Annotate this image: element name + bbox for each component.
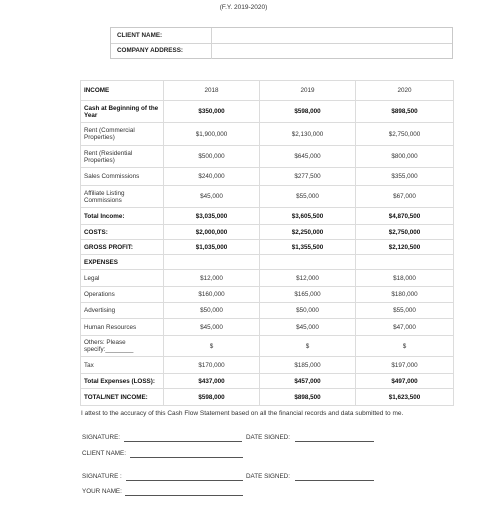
row-value: $2,250,000 [260, 225, 356, 240]
row-value: $1,035,000 [164, 240, 260, 255]
row-value: $12,000 [164, 270, 260, 287]
year-header: 2019 [260, 81, 356, 101]
client-name-row [111, 28, 452, 44]
row-value: $2,750,000 [356, 225, 454, 240]
row-label: Affiliate Listing Commissions [81, 186, 164, 208]
row-value: $898,500 [260, 389, 356, 406]
date-signed-label: DATE SIGNED: [246, 434, 290, 441]
year-header: 2020 [356, 81, 454, 101]
table-row [81, 357, 454, 374]
cash-flow-table [80, 80, 454, 406]
row-label: TOTAL/NET INCOME: [81, 389, 164, 406]
table-row [81, 146, 454, 168]
row-label: Cash at Beginning of the Year [81, 101, 164, 123]
row-label: COSTS: [81, 225, 164, 240]
table-row [81, 255, 454, 270]
row-value: $45,000 [260, 319, 356, 336]
row-value: $497,000 [356, 374, 454, 389]
company-address-field[interactable] [211, 43, 452, 59]
year-header: 2018 [164, 81, 260, 101]
row-value: $277,500 [260, 168, 356, 186]
table-row [81, 270, 454, 287]
row-value: $3,605,500 [260, 208, 356, 225]
row-value: $898,500 [356, 101, 454, 123]
table-row [81, 319, 454, 336]
row-value: $47,000 [356, 319, 454, 336]
table-row [81, 336, 454, 357]
row-value: $67,000 [356, 186, 454, 208]
row-value: $55,000 [260, 186, 356, 208]
row-label: Human Resources [81, 319, 164, 336]
row-value: $185,000 [260, 357, 356, 374]
row-value: $50,000 [260, 303, 356, 319]
table-row [81, 389, 454, 406]
row-label: Total Expenses (LOSS): [81, 374, 164, 389]
attestation-text: I attest to the accuracy of this Cash Flow Statement based on all the financial records and data submitted to me. [81, 410, 404, 417]
row-value: $437,000 [164, 374, 260, 389]
your-name-line[interactable] [125, 495, 243, 496]
fiscal-year-label: (F.Y. 2019-2020) [219, 4, 268, 11]
date-signed-label: DATE SIGNED: [246, 473, 290, 480]
row-value: $645,000 [260, 146, 356, 168]
row-value: $350,000 [164, 101, 260, 123]
row-label: Tax [81, 357, 164, 374]
row-value: $598,000 [260, 101, 356, 123]
row-value: $240,000 [164, 168, 260, 186]
client-name-label: CLIENT NAME: [117, 32, 163, 39]
row-label: GROSS PROFIT: [81, 240, 164, 255]
table-row [81, 186, 454, 208]
row-value: $2,000,000 [164, 225, 260, 240]
table-row [81, 123, 454, 146]
your-name-label: YOUR NAME: [82, 488, 122, 495]
table-row [81, 225, 454, 240]
signature-line[interactable] [124, 441, 242, 442]
income-header: INCOME [81, 81, 164, 101]
date-signed-line[interactable] [295, 480, 374, 481]
table-row [81, 208, 454, 225]
row-value: $170,000 [164, 357, 260, 374]
row-value: $160,000 [164, 287, 260, 303]
row-value: $165,000 [260, 287, 356, 303]
client-name-line[interactable] [130, 457, 243, 458]
row-value: $197,000 [356, 357, 454, 374]
table-row [81, 287, 454, 303]
signature-label: SIGNATURE: [82, 434, 121, 441]
signature-label: SIGNATURE : [82, 473, 122, 480]
row-value: $55,000 [356, 303, 454, 319]
signature-line[interactable] [126, 480, 243, 481]
client-info-box [110, 27, 453, 59]
table-row [81, 374, 454, 389]
row-value: $800,000 [356, 146, 454, 168]
row-label: Advertising [81, 303, 164, 319]
row-value: $1,623,500 [356, 389, 454, 406]
row-value: $18,000 [356, 270, 454, 287]
table-row [81, 101, 454, 123]
row-value: $2,120,500 [356, 240, 454, 255]
row-value: $50,000 [164, 303, 260, 319]
row-value: $ [164, 336, 260, 357]
row-value: $2,750,000 [356, 123, 454, 146]
row-value: $355,000 [356, 168, 454, 186]
table-header-row [81, 81, 454, 101]
row-value: $180,000 [356, 287, 454, 303]
row-value: $45,000 [164, 186, 260, 208]
table-row [81, 240, 454, 255]
row-label: EXPENSES [81, 255, 164, 270]
row-value: $1,355,500 [260, 240, 356, 255]
row-label: Operations [81, 287, 164, 303]
row-label: Total Income: [81, 208, 164, 225]
row-value [164, 255, 260, 270]
row-value [260, 255, 356, 270]
row-value: $45,000 [164, 319, 260, 336]
row-label: Rent (Residential Properties) [81, 146, 164, 168]
client-name-field[interactable] [211, 28, 452, 43]
row-value: $3,035,000 [164, 208, 260, 225]
row-value: $ [260, 336, 356, 357]
row-label: Legal [81, 270, 164, 287]
row-label: Rent (Commercial Properties) [81, 123, 164, 146]
row-value: $4,870,500 [356, 208, 454, 225]
row-value: $1,900,000 [164, 123, 260, 146]
table-row [81, 303, 454, 319]
row-value [356, 255, 454, 270]
company-address-row [111, 43, 452, 59]
row-value: $598,000 [164, 389, 260, 406]
company-address-label: COMPANY ADDRESS: [117, 47, 184, 54]
row-label: Sales Commissions [81, 168, 164, 186]
row-value: $ [356, 336, 454, 357]
row-value: $2,130,000 [260, 123, 356, 146]
client-name-sig-label: CLIENT NAME: [82, 450, 126, 457]
row-value: $12,000 [260, 270, 356, 287]
date-signed-line[interactable] [295, 441, 374, 442]
table-row [81, 168, 454, 186]
row-value: $457,000 [260, 374, 356, 389]
row-value: $500,000 [164, 146, 260, 168]
row-label: Others: Please specify:________ [81, 336, 164, 357]
